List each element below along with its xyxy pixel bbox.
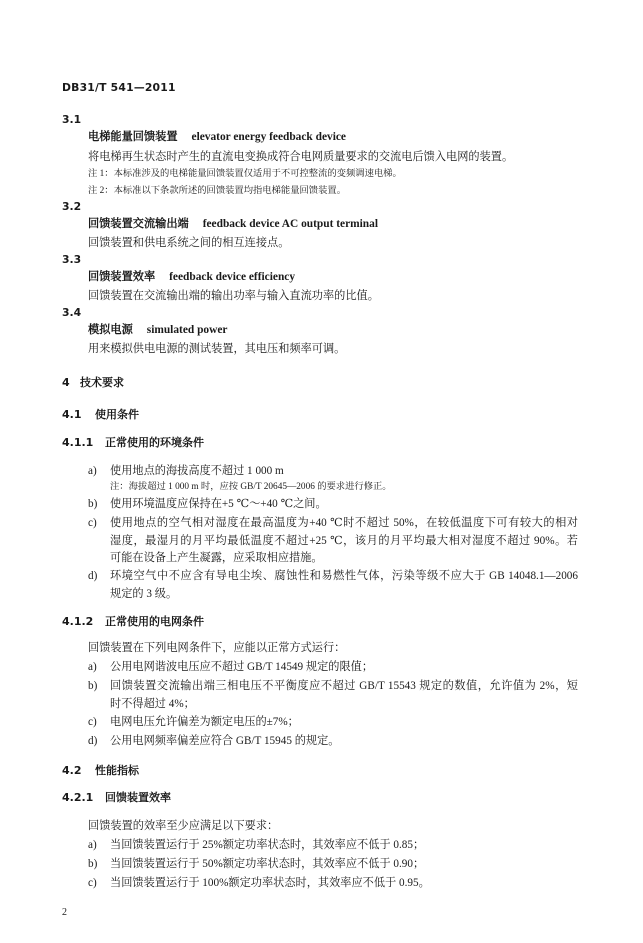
list-marker: a) [88,661,97,673]
section-number-4-1-2: 4.1.2 [62,615,94,628]
list-item-text: 当回馈装置运行于 25%额定功率状态时，其效率应不低于 0.85； [110,839,425,851]
section-number-4-2: 4.2 [62,764,82,777]
clause-number-3-3: 3.3 [62,253,82,266]
list-item-text: 使用地点的海拔高度不超过 1 000 m [110,465,284,477]
list-item-text-continued: 湿度，最湿月的月平均最低温度不超过+25 ℃，该月的月平均最大相对湿度不超过 90%。若 [110,535,578,547]
section-number-4: 4 [62,376,70,389]
list-item-text-continued: 时不得超过 4%； [110,698,195,710]
section-title-4: 技术要求 [80,376,124,389]
term-chinese: 电梯能量回馈装置 [88,130,178,143]
list-item-text: 当回馈装置运行于 50%额定功率状态时，其效率应不低于 0.90； [110,858,425,870]
term-note-1: 注 1：本标准涉及的电梯能量回馈装置仅适用于不可控整流的变频调速电梯。 [88,169,402,179]
section-title-4-1: 使用条件 [95,408,139,421]
clause-number-3-2: 3.2 [62,200,82,213]
section-title-4-1-2: 正常使用的电网条件 [105,615,204,628]
list-marker: d) [88,570,98,582]
list-item-text: 公用电网频率偏差应符合 GB/T 15945 的规定。 [110,735,340,747]
list-item-text: 当回馈装置运行于 100%额定功率状态时，其效率应不低于 0.95。 [110,877,430,889]
term-chinese: 回馈装置交流输出端 [88,217,189,230]
page-number: 2 [62,907,67,918]
list-item-text: 使用地点的空气相对湿度在最高温度为+40 ℃时不超过 50%，在较低温度下可有较大的相对 [110,517,578,529]
term-definition-3-2: 回馈装置和供电系统之间的相互连接点。 [88,237,290,249]
term-entry-3-4 [88,323,227,337]
section-number-4-1-1: 4.1.1 [62,436,94,449]
term-english: elevator energy feedback device [191,131,346,143]
list-item-text: 公用电网谐波电压应不超过 GB/T 14549 规定的限值； [110,661,374,673]
list-item-note: 注：海拔超过 1 000 m 时，应按 GB/T 20645—2006 的要求进行修正。 [110,482,392,492]
list-marker: c) [88,877,97,889]
list-marker: d) [88,735,98,747]
section-intro: 回馈装置在下列电网条件下，应能以正常方式运行： [88,642,346,654]
document-code: DB31/T 541—2011 [62,81,176,94]
term-definition-3-4: 用来模拟供电电源的测试装置，其电压和频率可调。 [88,343,346,355]
section-title-4-2-1: 回馈装置效率 [105,791,171,804]
section-intro: 回馈装置的效率至少应满足以下要求： [88,820,279,832]
term-english: feedback device efficiency [169,271,296,283]
list-item-text: 环境空气中不应含有导电尘埃、腐蚀性和易燃性气体，污染等级不应大于 GB 14048.1—2006 [110,570,578,582]
section-title-4-2: 性能指标 [95,764,139,777]
section-title-4-1-1: 正常使用的环境条件 [105,436,204,449]
list-item-text-continued: 可能在设备上产生凝露，应采取相应措施。 [110,552,323,564]
list-marker: a) [88,465,97,477]
term-chinese: 模拟电源 [88,323,133,336]
term-english: simulated power [146,324,228,336]
list-marker: b) [88,498,98,510]
clause-number-3-1: 3.1 [62,113,82,126]
section-number-4-2-1: 4.2.1 [62,791,94,804]
list-marker: c) [88,716,97,728]
list-item-text: 回馈装置交流输出端三相电压不平衡度应不超过 GB/T 15543 规定的数值，允许值为 2%，短 [110,680,578,692]
list-item-text: 使用环境温度应保持在+5 ℃～+40 ℃之间。 [110,498,327,510]
term-note-2: 注 2：本标准以下条款所述的回馈装置均指电梯能量回馈装置。 [88,186,346,196]
list-item-text: 电网电压允许偏差为额定电压的±7%； [110,716,299,728]
list-marker: a) [88,839,97,851]
list-item-text-continued: 规定的 3 级。 [110,588,178,600]
term-entry-3-2 [88,217,378,231]
term-chinese: 回馈装置效率 [88,270,156,283]
clause-number-3-4: 3.4 [62,306,82,319]
list-marker: c) [88,517,97,529]
term-definition-3-1: 将电梯再生状态时产生的直流电变换成符合电网质量要求的交流电后馈入电网的装置。 [88,151,514,163]
list-marker: b) [88,680,98,692]
section-number-4-1: 4.1 [62,408,82,421]
list-marker: b) [88,858,98,870]
term-definition-3-3: 回馈装置在交流输出端的输出功率与输入直流功率的比值。 [88,290,379,302]
term-english: feedback device AC output terminal [202,218,378,230]
term-entry-3-3 [88,270,295,284]
term-entry-3-1 [88,130,346,144]
